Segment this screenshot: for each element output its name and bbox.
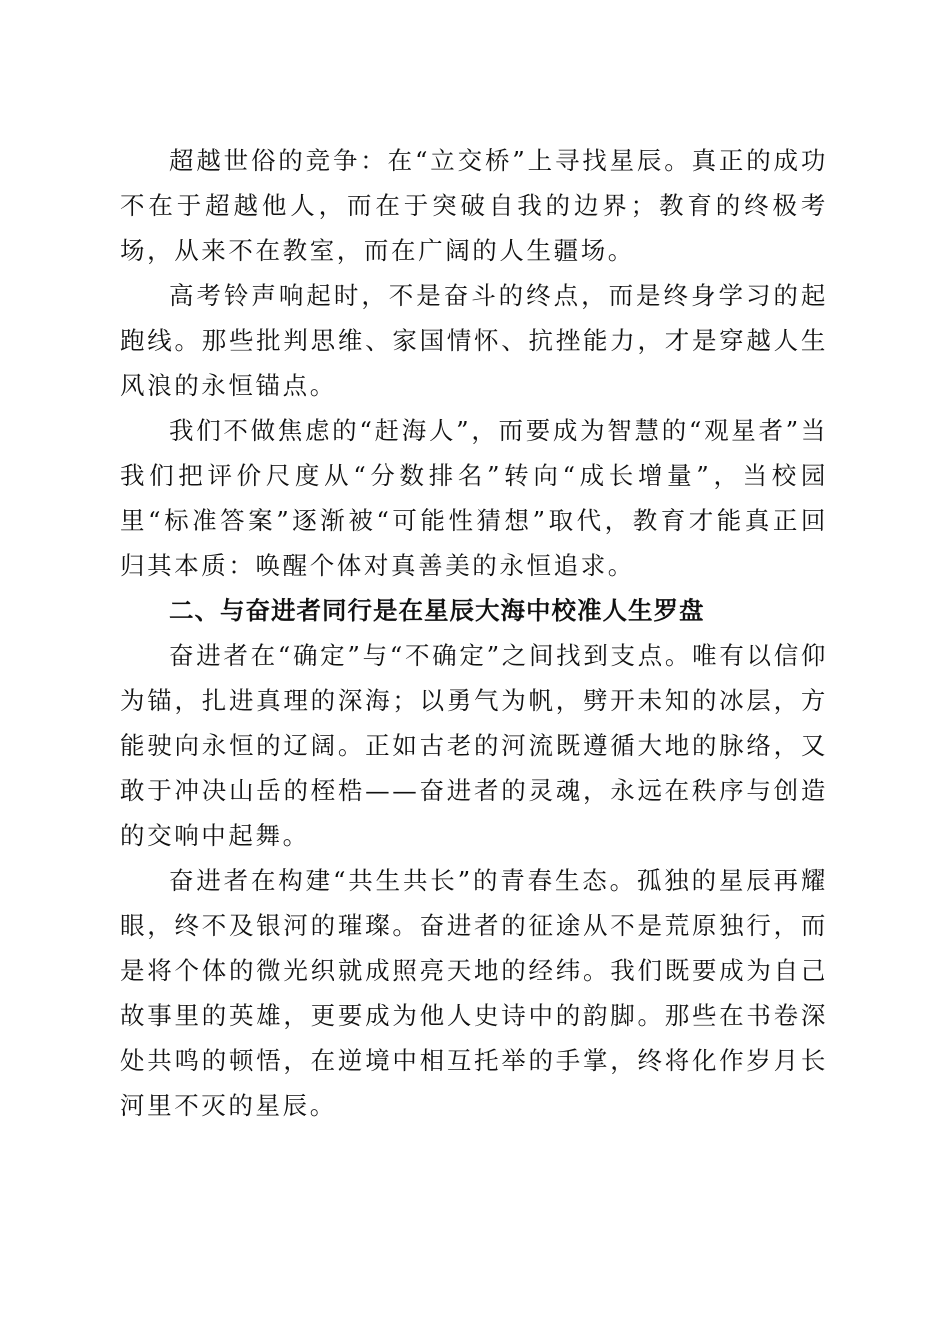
paragraph-certainty-fulcrum: 奋进者在“确定”与“不确定”之间找到支点。唯有以信仰为锚，扎进真理的深海；以勇气为帆，劈开未知的冰层，方能驶向永恒的辽阔。正如古老的河流既遵循大地的脉络，又敢于冲决山岳的桎梏——奋进者的灵魂，永远在秩序与创造的交响中起舞。 xyxy=(120,641,828,850)
paragraph-symbiotic-growth: 奋进者在构建“共生共长”的青春生态。孤独的星辰再耀眼，终不及银河的璀璨。奋进者的征途从不是荒原独行，而是将个体的微光织就成照亮天地的经纬。我们既要成为自己故事里的英雄，更要成为他人史诗中的韵脚。那些在书卷深处共鸣的顿悟，在逆境中相互托举的手掌，终将化作岁月长河里不灭的星辰。 xyxy=(120,866,828,1120)
document-body xyxy=(120,138,828,1128)
paragraph-gaokao-bell: 高考铃声响起时，不是奋斗的终点，而是终身学习的起跑线。那些批判思维、家国情怀、抗挫能力，才是穿越人生风浪的永恒锚点。 xyxy=(120,281,828,400)
paragraph-star-watcher: 我们不做焦虑的“赶海人”，而要成为智慧的“观星者”当我们把评价尺度从“分数排名”转向“成长增量”，当校园里“标准答案”逐渐被“可能性猜想”取代，教育才能真正回归其本质：唤醒个体对真善美的永恒追求。 xyxy=(120,416,828,580)
paragraph-surpass-competition: 超越世俗的竞争：在“立交桥”上寻找星辰。真正的成功不在于超越他人，而在于突破自我的边界；教育的终极考场，从来不在教室，而在广阔的人生疆场。 xyxy=(120,146,828,265)
section-heading: 二、与奋进者同行是在星辰大海中校准人生罗盘 xyxy=(169,596,705,625)
